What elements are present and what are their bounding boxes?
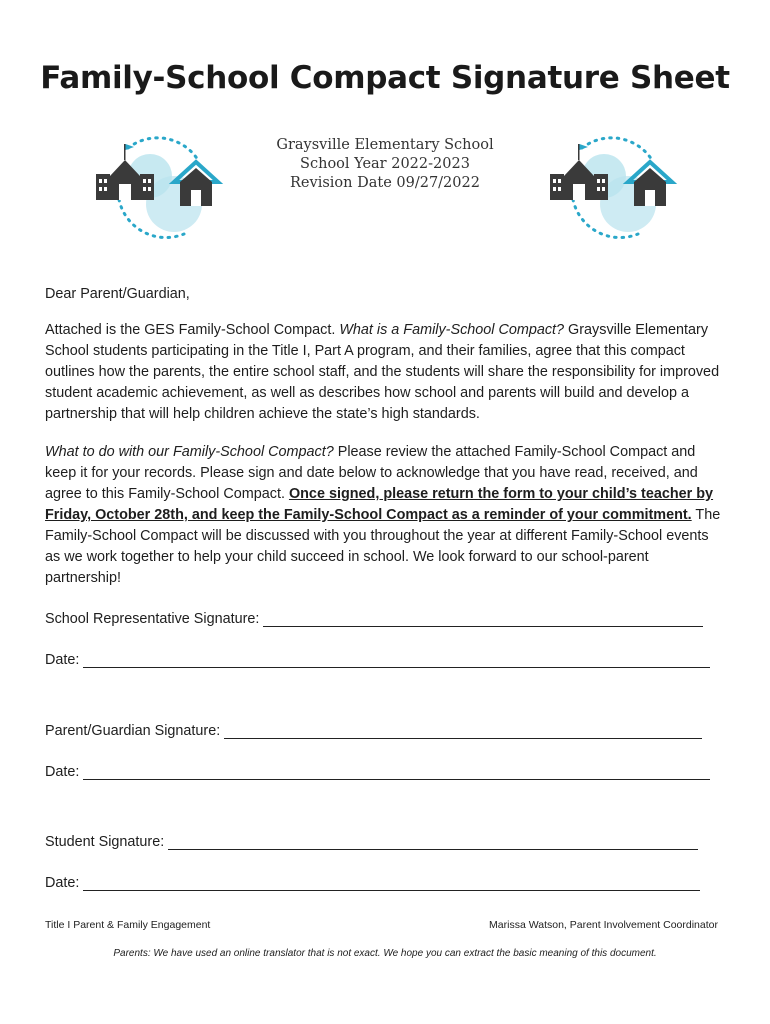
date-field-2[interactable]: [83, 765, 710, 780]
date-label-2: Date:: [45, 764, 80, 780]
school-rep-signature-field[interactable]: [263, 612, 703, 627]
return-deadline-emphasis: Once signed, please return the form to your child’s teacher by Friday, October 28th, and keep the Family-School Compact as a reminder of your commitment.: [45, 486, 714, 523]
school-info: [235, 136, 535, 193]
parent-signature-field[interactable]: [224, 724, 702, 739]
school-houses-icon: [96, 138, 218, 238]
date-row-2: [45, 764, 710, 780]
instructions-paragraph: [45, 442, 725, 589]
instructions-body: Please review the attached Family-School Compact and keep it for your records. Please sign and date below to acknowledge that you have read, received, and agree to this Family-School Compact.: [45, 444, 698, 502]
footer-left: Title I Parent & Family Engagement: [45, 919, 211, 931]
school-logo-left: [88, 130, 228, 240]
school-logo-right: [542, 130, 682, 240]
student-signature-field[interactable]: [168, 835, 698, 850]
school-rep-signature-label: School Representative Signature:: [45, 611, 260, 627]
translation-note: Parents: We have used an online translator that is not exact. We hope you can extract the basic meaning of this document.: [113, 948, 657, 959]
instructions-close: The Family-School Compact will be discussed with you throughout the year at different Family-School events as we work together to help your child succeed in school. We look forward to our school-parent partnership!: [45, 507, 721, 586]
date-row-3: [45, 875, 700, 891]
parent-signature-row: [45, 723, 702, 739]
date-field-3[interactable]: [83, 876, 700, 891]
school-rep-signature-row: [45, 611, 703, 627]
instructions-question: What to do with our Family-School Compact?: [45, 444, 334, 460]
school-houses-icon: [550, 138, 672, 238]
date-label-3: Date:: [45, 875, 80, 891]
date-field-1[interactable]: [83, 653, 710, 668]
parent-signature-label: Parent/Guardian Signature:: [45, 723, 221, 739]
student-signature-row: [45, 834, 698, 850]
intro-body: Graysville Elementary School students participating in the Title I, Part A program, and their families, agree that this compact outlines how the parents, the entire school staff, and the students will share the responsibility for improved student academic achievement, as well as describes how school and parents will build and develop a partnership that will help children achieve the state’s high standards.: [45, 322, 720, 422]
school-name: Graysville Elementary School: [276, 137, 494, 153]
revision-date: Revision Date 09/27/2022: [290, 175, 480, 191]
greeting: Dear Parent/Guardian,: [45, 286, 190, 302]
compact-question: What is a Family-School Compact?: [339, 322, 565, 338]
page-title: Family-School Compact Signature Sheet: [40, 60, 730, 96]
student-signature-label: Student Signature:: [45, 834, 165, 850]
intro-text: Attached is the GES Family-School Compact.: [45, 322, 340, 338]
school-year: School Year 2022-2023: [300, 156, 470, 172]
date-row-1: [45, 652, 710, 668]
intro-paragraph: [45, 320, 725, 425]
footer-right: Marissa Watson, Parent Involvement Coordinator: [489, 919, 718, 931]
date-label-1: Date:: [45, 652, 80, 668]
